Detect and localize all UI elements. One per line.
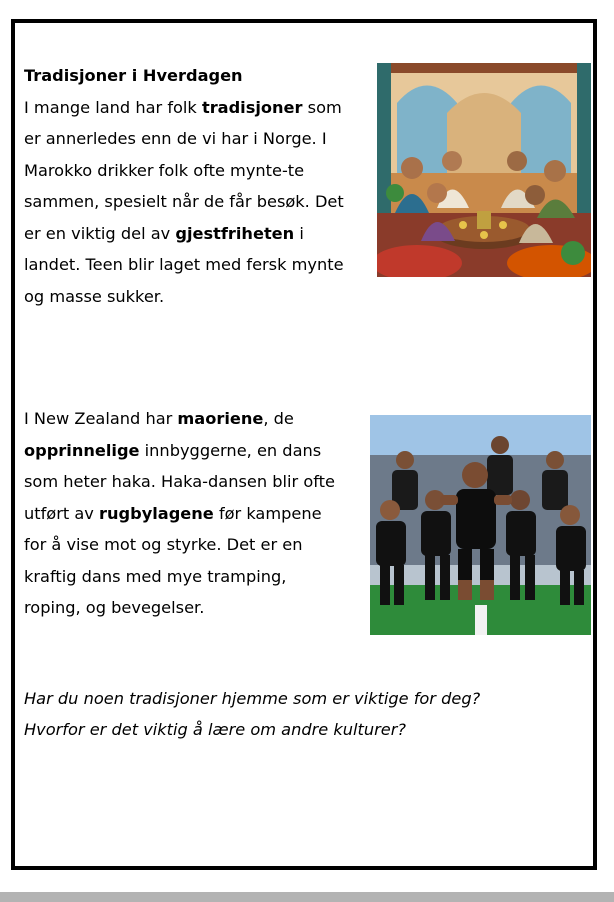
question-2: Hvorfor er det viktig å lære om andre kulturer? [24,720,406,739]
text-line: er annerledes enn de vi har i Norge. I [24,129,327,148]
section-title: Tradisjoner i Hverdagen [24,66,243,85]
text-line: og masse sukker. [24,286,165,306]
text-line: er en viktig del av gjestfriheten i [24,223,304,243]
haka-rugby-team-illustration [370,415,591,635]
text-line: sammen, spesielt når de får besøk. Det [24,192,344,211]
reflection-questions [24,683,480,745]
text-line: for å vise mot og styrke. Det er en [24,535,303,554]
section-morocco-text [24,60,344,312]
text-line: kraftig dans med mye tramping, [24,566,287,586]
text-line: opprinnelige innbyggerne, en dans [24,440,322,460]
text-line: Marokko drikker folk ofte mynte-te [24,160,305,180]
text-line: roping, og bevegelser. [24,598,205,617]
text-line: utført av rugbylagene før kampene [24,503,322,523]
moroccan-tea-gathering-illustration [377,63,591,277]
viewer-bottom-bar [0,892,614,902]
text-line: som heter haka. Haka-dansen blir ofte [24,472,335,491]
section-new-zealand-text [24,403,335,624]
question-1: Har du noen tradisjoner hjemme som er viktige for deg? [24,689,481,708]
text-line: I mange land har folk tradisjoner som [24,97,342,117]
text-line: landet. Teen blir laget med fersk mynte [24,255,344,274]
text-line: I New Zealand har maoriene, de [24,409,294,428]
